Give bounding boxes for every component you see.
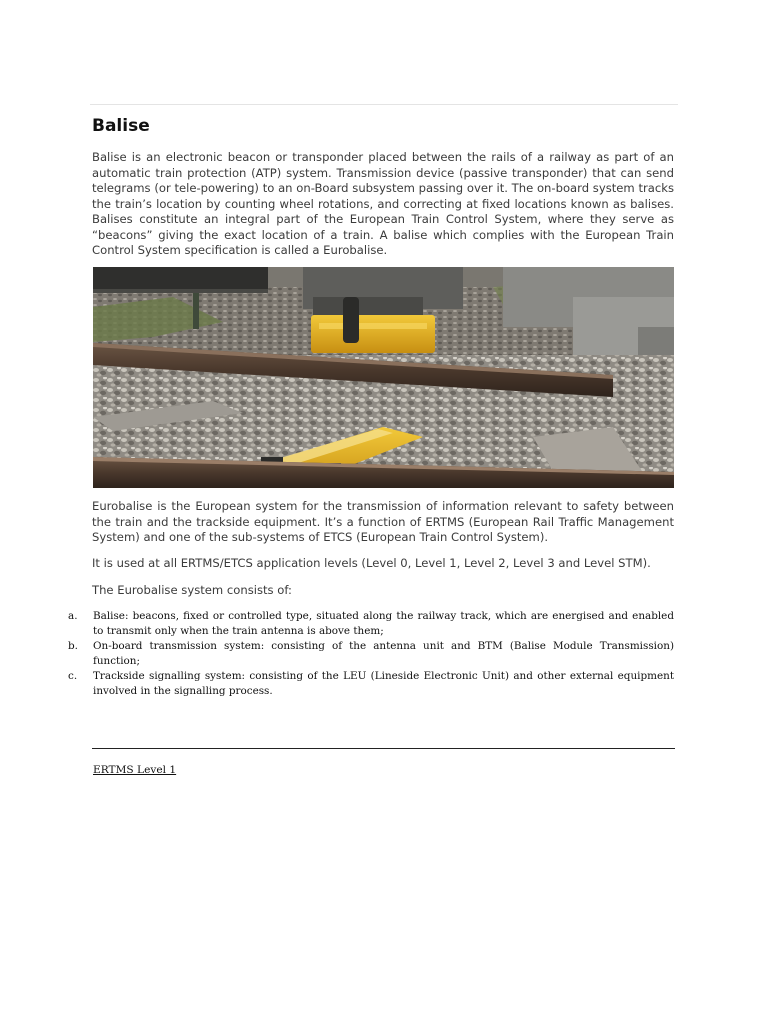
list-item [68,669,674,698]
list-item [68,639,674,668]
list-item-text: Balise: beacons, fixed or controlled type, situated along the railway track, which are energised and enabled to transmit only when the train antenna is above them; [93,610,674,637]
levels-paragraph: It is used at all ERTMS/ETCS application levels (Level 0, Level 1, Level 2, Level 3 and Level STM). [92,556,651,570]
section-heading: Balise [92,116,150,136]
list-item-text: On-board transmission system: consisting of the antenna unit and BTM (Balise Module Transmission) function; [93,640,674,667]
list-item-text: Trackside signalling system: consisting of the LEU (Lineside Electronic Unit) and other external equipment involved in the signalling process. [93,670,674,697]
list-item [68,609,674,638]
eurobalise-paragraph: Eurobalise is the European system for the transmission of information relevant to safety between the train and the trackside equipment. It’s a function of ERTMS (European Rail Traffic Management System) and one of the sub-systems of ETCS (European Train Control System). [92,499,674,544]
consists-paragraph: The Eurobalise system consists of: [92,583,292,597]
list-marker: b. [68,640,78,653]
balise-photo [93,267,674,488]
eurobalise-components-list [68,609,674,700]
footnote-divider [92,748,675,749]
footnote-link[interactable]: ERTMS Level 1 [93,764,177,776]
list-marker: c. [68,670,78,683]
top-divider [90,104,678,105]
intro-paragraph: Balise is an electronic beacon or transponder placed between the rails of a railway as part of an automatic train protection (ATP) system. Transmission device (passive transponder) that can send telegrams (or tele-powering) to an on-Board subsystem passing over it. The on-board system tracks the train’s location by counting wheel rotations, and correcting at fixed locations known as balises. Balises constitute an integral part of the European Train Control System, where they serve as “beacons” giving the exact location of a train. A balise which complies with the European Train Control System specification is called a Eurobalise. [92,150,674,257]
list-marker: a. [68,610,78,622]
